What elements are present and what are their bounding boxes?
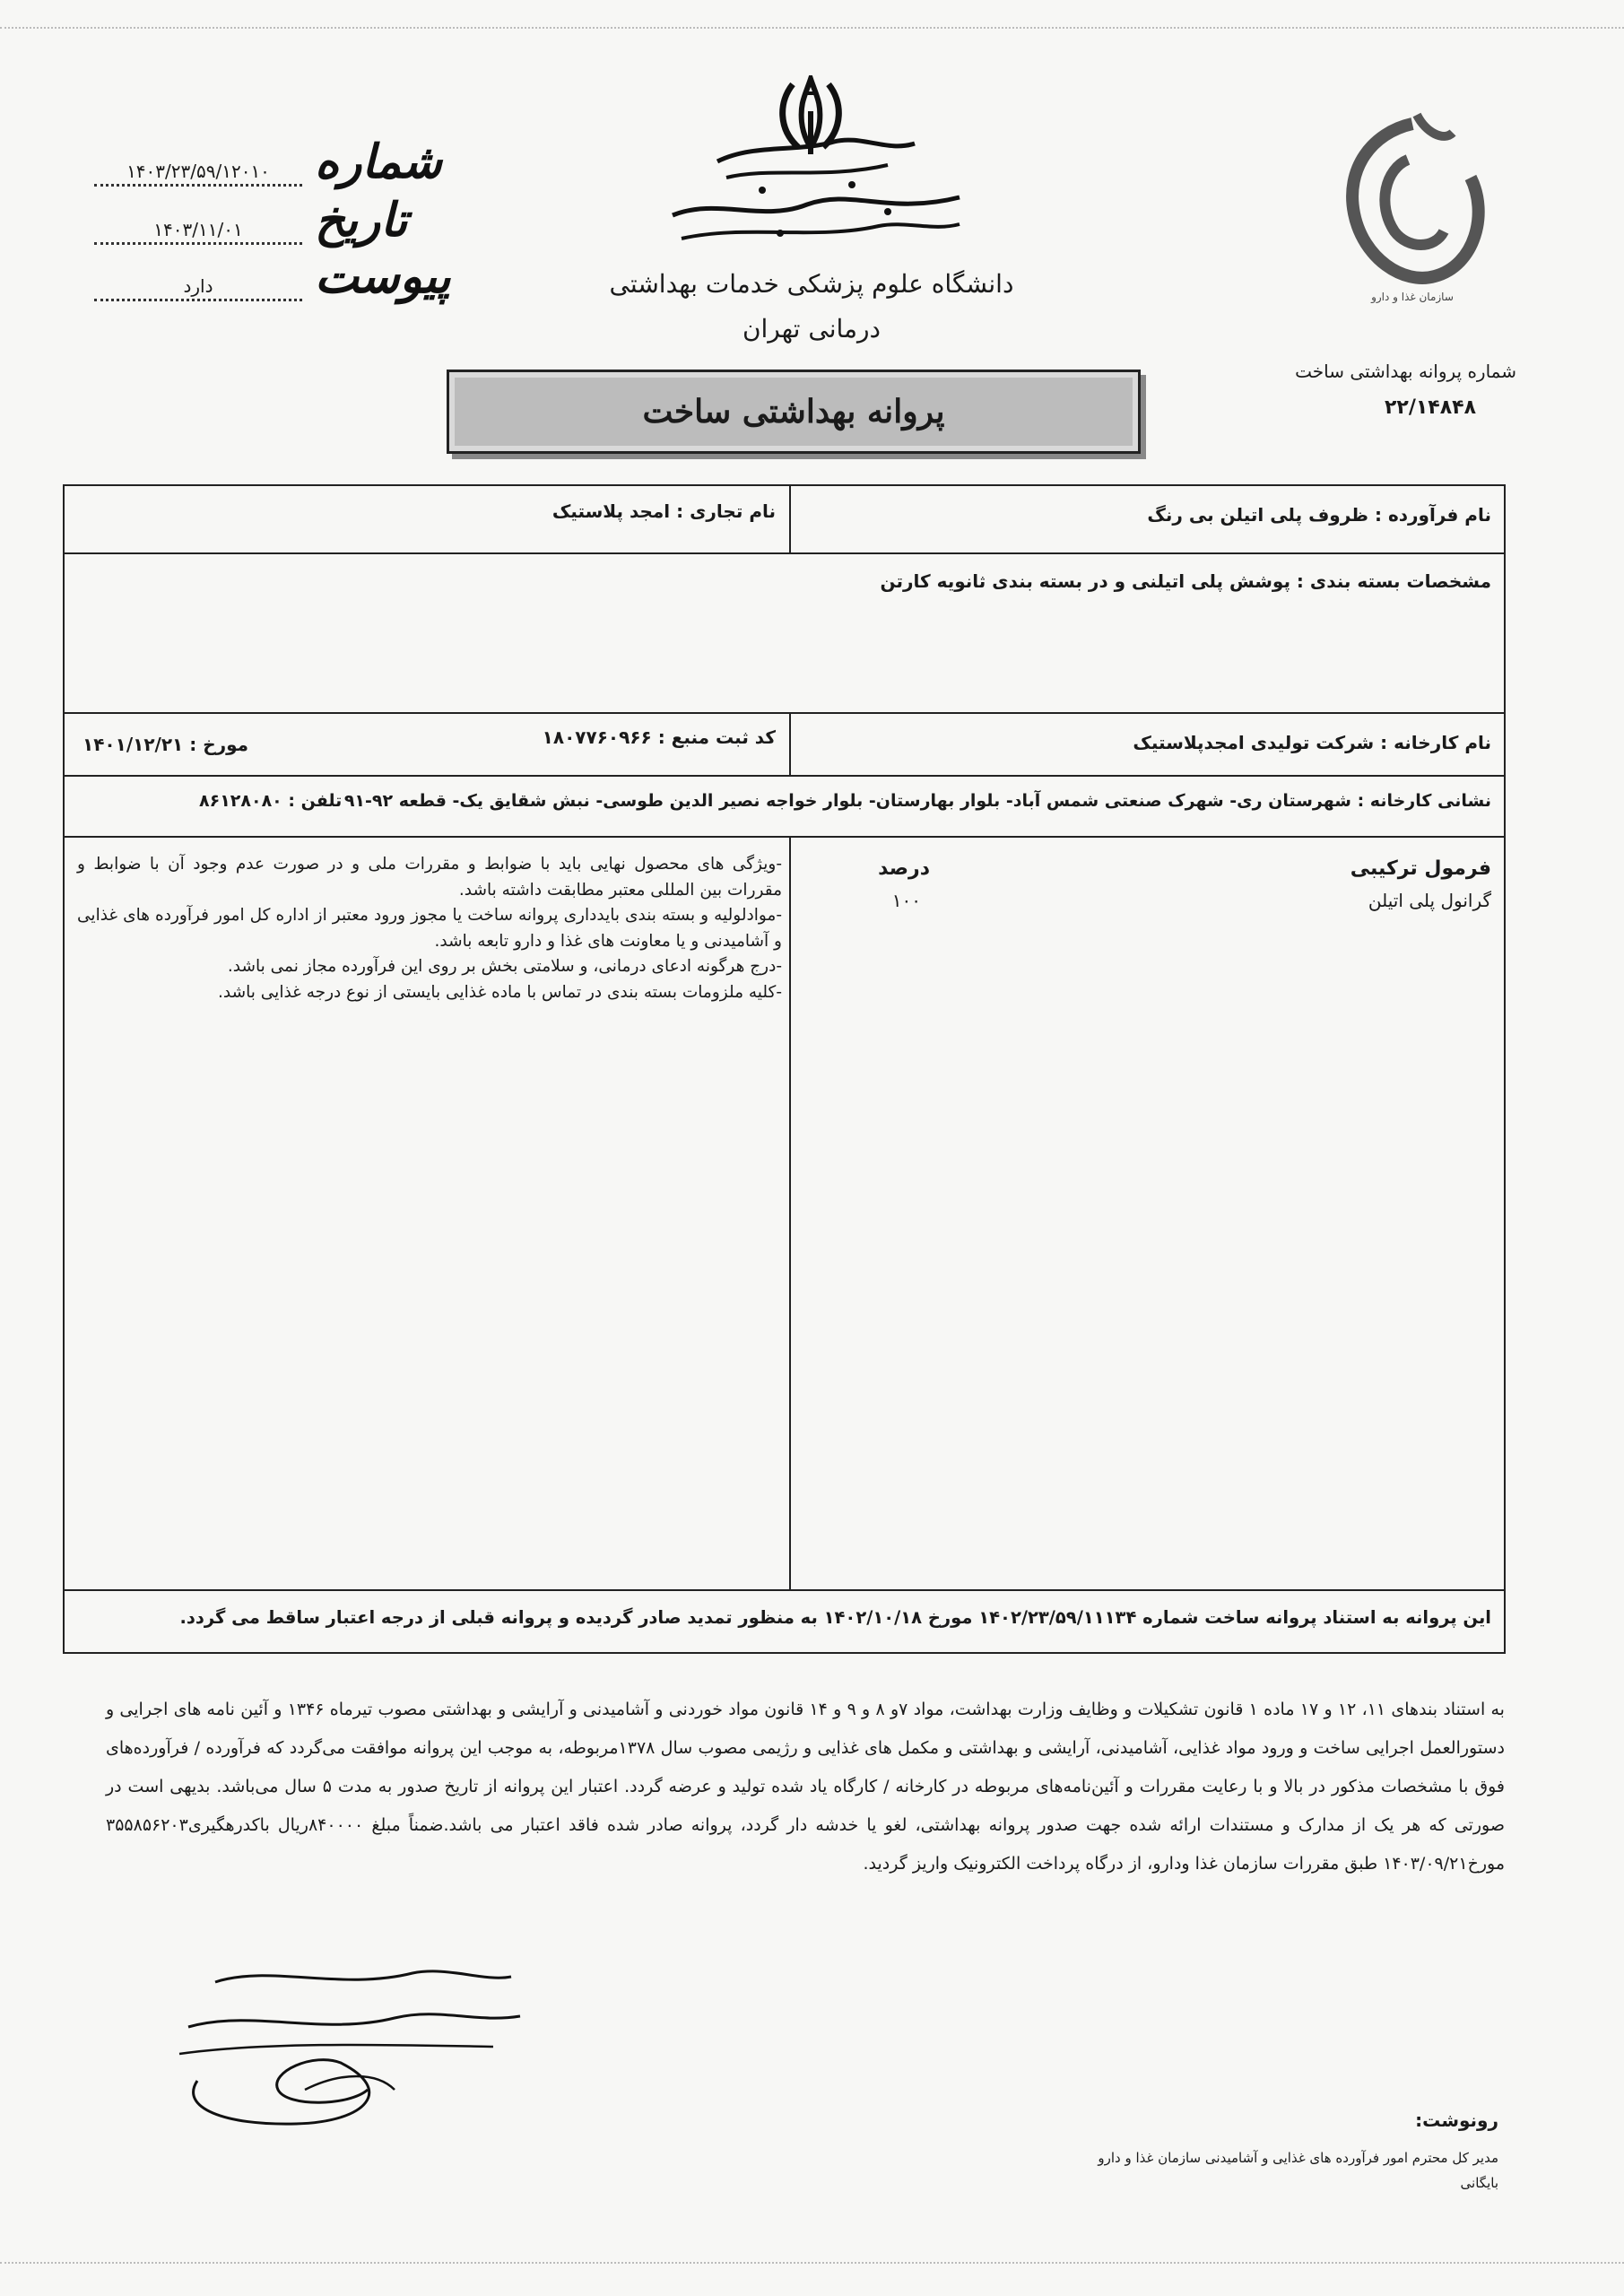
registration-date: مورخ : ۱۴۰۱/۱۲/۲۱ <box>83 734 249 755</box>
attachment-row <box>94 249 451 304</box>
row-divider <box>65 836 1504 838</box>
row-divider <box>65 552 1504 554</box>
top-border <box>0 27 1624 29</box>
row-divider <box>65 775 1504 777</box>
attachment-value: دارد <box>94 275 302 301</box>
number-row <box>94 135 442 189</box>
document-title <box>447 370 1141 454</box>
renewal-note: این پروانه به استناد پروانه ساخت شماره ۱۴۰۲/۲۳/۵۹/۱۱۱۳۴ مورخ ۱۴۰۲/۱۰/۱۸ به منظور تمدید صادر گردیده و پروانه قبلی از درجه اعتبار ساقط می گردد. <box>179 1607 1491 1628</box>
row-divider <box>65 712 1504 714</box>
ingredient-name: گرانول پلی اتیلن <box>1368 890 1491 911</box>
national-id: کد ثبت منبع : ۱۸۰۷۷۶۰۹۶۶ <box>542 726 776 748</box>
attachment-label: پیوست <box>315 249 451 304</box>
ministry-calligraphy-seal <box>619 126 995 260</box>
brand-name: نام تجاری : امجد پلاستیک <box>551 500 776 522</box>
requirements-notes <box>77 852 782 1005</box>
copies-label: رونوشت: <box>1415 2109 1498 2131</box>
percent-label: درصد <box>878 857 930 880</box>
number-label: شماره <box>315 135 442 189</box>
factory-name: نام کارخانه : شرکت تولیدی امجدپلاستیک <box>1133 732 1491 753</box>
note-item: -درج هرگونه ادعای درمانی، و سلامتی بخش بر روی این فرآورده مجاز نمی باشد. <box>227 957 782 976</box>
number-value: ۱۴۰۳/۲۳/۵۹/۱۲۰۱۰ <box>94 161 302 187</box>
bottom-border <box>0 2262 1624 2264</box>
packaging-spec: مشخصات بسته بندی : پوشش پلی اتیلنی و در بسته بندی ثانویه کارتن <box>880 570 1491 592</box>
col-divider <box>789 486 791 552</box>
ingredient-percent: ۱۰۰ <box>891 890 921 911</box>
logo-caption: سازمان غذا و دارو <box>1371 291 1454 303</box>
copy-recipient: بایگانی <box>1460 2175 1498 2191</box>
copies-list <box>1098 2145 1498 2196</box>
fda-logo <box>1318 106 1507 312</box>
row-divider <box>65 1589 1504 1591</box>
signature <box>161 1955 538 2135</box>
note-item: -موادلولیه و بسته بندی بایدداری پروانه ساخت یا مجوز ورود معتبر از اداره کل امور فرآورده های غذایی و آشامیدنی و یا معاونت های غذا و دارو تابعه باشد. <box>77 906 782 951</box>
date-row <box>94 193 407 248</box>
formula-label: فرمول ترکیبی <box>1350 857 1491 880</box>
permit-number-label: شماره پروانه بهداشتی ساخت <box>1295 361 1516 382</box>
factory-phone: تلفن : ۸۶۱۲۸۰۸۰ <box>199 791 343 811</box>
university-line2: درمانی تهران <box>742 314 881 344</box>
fda-logo-icon <box>1318 106 1507 312</box>
note-item: -ویژگی های محصول نهایی باید با ضوابط و مقررات ملی و در صورت عدم وجود آن با ضوابط و مقررات بین المللی معتبر مطابقت داشته باشد. <box>77 855 782 900</box>
university-line1: دانشگاه علوم پزشکی خدمات بهداشتی <box>609 269 1014 299</box>
product-name: نام فرآورده : ظروف پلی اتیلن بی رنگ <box>1147 504 1491 526</box>
date-value: ۱۴۰۳/۱۱/۰۱ <box>94 219 302 245</box>
copy-recipient: مدیر کل محترم امور فرآورده های غذایی و آشامیدنی سازمان غذا و دارو <box>1098 2150 1498 2166</box>
permit-number-value: ۲۲/۱۴۸۴۸ <box>1384 396 1476 419</box>
factory-address: نشانی کارخانه : شهرستان ری- شهرک صنعتی شمس آباد- بلوار بهارستان- بلوار خواجه نصیر الدین طوسی- نبش شقایق یک- قطعه ۹۲-۹۱ <box>343 791 1491 811</box>
col-divider <box>789 712 791 775</box>
col-divider <box>789 836 791 1589</box>
title-text: پروانه بهداشتی ساخت <box>642 393 945 430</box>
date-label: تاریخ <box>315 193 408 248</box>
note-item: -کلیه ملزومات بسته بندی در تماس با ماده غذایی بایستی از نوع درجه غذایی باشد. <box>218 982 782 1002</box>
permit-table <box>63 484 1506 1654</box>
handwritten-signature <box>161 1955 538 2135</box>
legal-text: به استناد بندهای ۱۱، ۱۲ و ۱۷ ماده ۱ قانون تشکیلات و وظایف وزارت بهداشت، مواد ۷و ۸ و ۹ و ۱۴ قانون مواد خوردنی و آشامیدنی و آرایشی و بهداشتی مصوب تیرماه ۱۳۴۶ و آئین نامه های اجرایی و دستورالعمل اجرایی ساخت و ورود مواد غذایی، آشامیدنی، آرایشی و بهداشتی و مکمل های غذایی و رژیمی مصوب سال ۱۳۷۸مربوطه، به موجب این پروانه موافقت می‌گردد که فرآورده / فرآورده‌های فوق با مشخصات مذکور در بالا و با رعایت مقررات و آئین‌نامه‌های مربوطه در کارخانه / کارگاه یاد شده تولید و عرضه گردد. اعتبار این پروانه از تاریخ صدور به مدت ۵ سال می‌باشد. بدیهی است در صورتی که هر یک از مدارک و مستندات ارائه شده جهت صدور پروانه بهداشتی، لغو یا خدشه دار گردد، پروانه صادر شده فاقد اعتبار می باشد.ضمناً مبلغ ۸۴۰۰۰۰ریال باکدرهگیری۳۵۵۸۵۶۲۰۳ مورخ۱۴۰۳/۰۹/۲۱ طبق مقررات سازمان غذا ودارو، از درگاه پرداخت الکترونیک واریز گردید. <box>106 1700 1506 1874</box>
